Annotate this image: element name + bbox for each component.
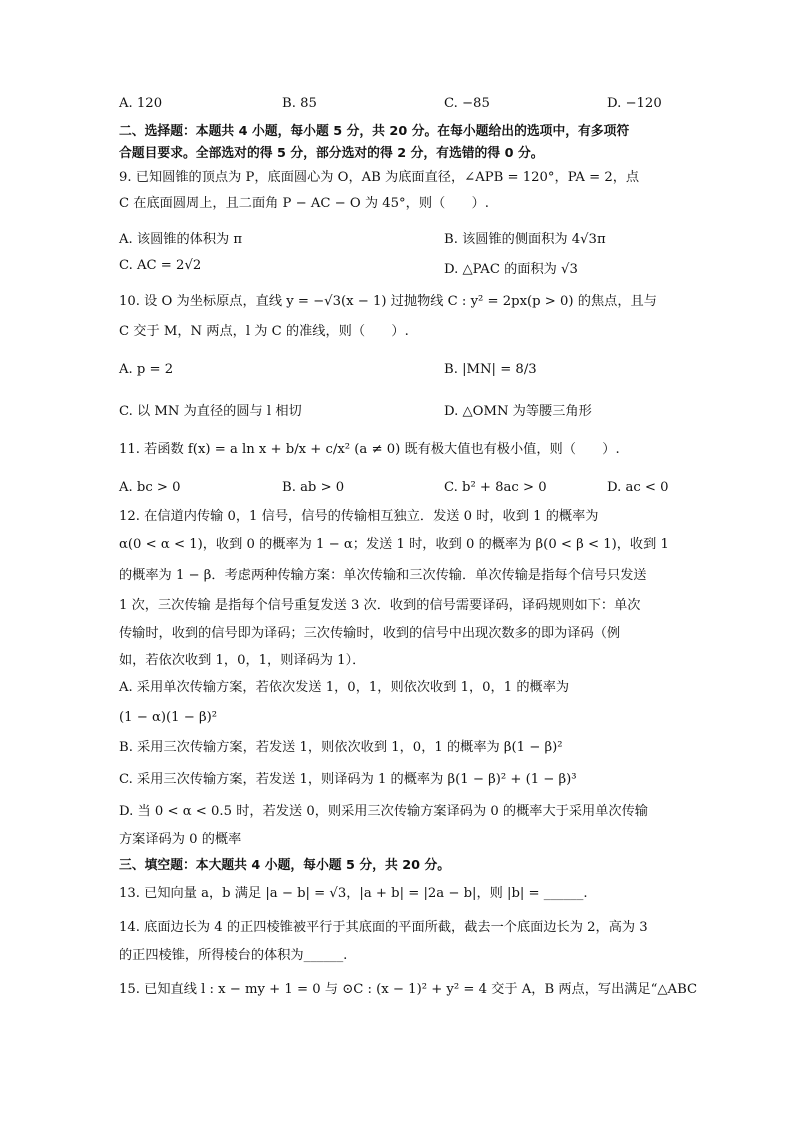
q12-option-a-line1: A. 采用单次传输方案，若依次发送 1，0，1，则依次收到 1，0，1 的概率为: [119, 680, 570, 695]
section2-heading-line2: 合题目要求。全部选对的得 5 分，部分选对的得 2 分，有选错的得 0 分。: [119, 146, 544, 161]
q10-option-b: B. |MN| = 8/3: [444, 362, 537, 377]
q8-option-d: D. −120: [607, 96, 662, 111]
q9-option-c: C. AC = 2√2: [119, 258, 202, 273]
q11-stem: 11. 若函数 f(x) = a ln x + b/x + c/x² (a ≠ 0) 既有极大值也有极小值，则（ ）.: [119, 442, 620, 457]
section2-heading-line1: 二、选择题：本题共 4 小题，每小题 5 分，共 20 分。在每小题给出的选项中，有多项符: [119, 124, 630, 139]
q13-stem: 13. 已知向量 a，b 满足 |a − b| = √3，|a + b| = |2a − b|，则 |b| = ______.: [119, 886, 588, 901]
q12-stem-line5: 传输时，收到的信号即为译码；三次传输时，收到的信号中出现次数多的即为译码（例: [119, 626, 621, 641]
q9-option-b: B. 该圆锥的侧面积为 4√3π: [444, 232, 606, 247]
q9-option-a: A. 该圆锥的体积为 π: [119, 232, 243, 247]
q11-option-b: B. ab > 0: [282, 480, 345, 495]
q12-stem-line6: 如，若依次收到 1，0，1，则译码为 1）．: [119, 653, 366, 668]
q12-option-c: C. 采用三次传输方案，若发送 1，则译码为 1 的概率为 β(1 − β)² + (1 − β)³: [119, 772, 577, 787]
q12-option-b: B. 采用三次传输方案，若发送 1，则依次收到 1，0，1 的概率为 β(1 − β)²: [119, 740, 563, 755]
q12-option-a-line2: (1 − α)(1 − β)²: [119, 710, 218, 725]
section3-heading: 三、填空题：本大题共 4 小题，每小题 5 分，共 20 分。: [119, 858, 451, 873]
q12-option-d-line1: D. 当 0 < α < 0.5 时，若发送 0，则采用三次传输方案译码为 0 的概率大于采用单次传输: [119, 804, 648, 819]
q12-stem-line4: 1 次，三次传输 是指每个信号重复发送 3 次．收到的信号需要译码，译码规则如下：单次: [119, 598, 641, 613]
q8-option-a: A. 120: [119, 96, 163, 111]
q10-stem-line2: C 交于 M，N 两点，l 为 C 的准线，则（ ）.: [119, 324, 409, 339]
q10-option-c: C. 以 MN 为直径的圆与 l 相切: [119, 404, 302, 419]
q12-stem-line3: 的概率为 1 − β．考虑两种传输方案：单次传输和三次传输．单次传输是指每个信号只发送: [119, 568, 647, 583]
q10-stem-line1: 10. 设 O 为坐标原点，直线 y = −√3(x − 1) 过抛物线 C : y² = 2px(p > 0) 的焦点，且与: [119, 294, 657, 309]
q9-stem-line1: 9. 已知圆锥的顶点为 P，底面圆心为 O，AB 为底面直径，∠APB = 120°，PA = 2，点: [119, 170, 640, 185]
q9-stem-line2: C 在底面圆周上，且二面角 P − AC − O 为 45°，则（ ）.: [119, 196, 489, 211]
q14-stem-line2: 的正四棱锥，所得棱台的体积为______.: [119, 948, 348, 963]
q11-option-c: C. b² + 8ac > 0: [444, 480, 547, 495]
q11-option-d: D. ac < 0: [607, 480, 669, 495]
q12-stem-line1: 12. 在信道内传输 0，1 信号，信号的传输相互独立．发送 0 时，收到 1 的概率为: [119, 509, 599, 524]
q10-option-a: A. p = 2: [119, 362, 174, 377]
q14-stem-line1: 14. 底面边长为 4 的正四棱锥被平行于其底面的平面所截，截去一个底面边长为 2，高为 3: [119, 920, 648, 935]
q12-option-d-line2: 方案译码为 0 的概率: [119, 832, 242, 847]
q9-option-d: D. △PAC 的面积为 √3: [444, 262, 578, 277]
q8-option-c: C. −85: [444, 96, 490, 111]
q11-option-a: A. bc > 0: [119, 480, 181, 495]
q10-option-d: D. △OMN 为等腰三角形: [444, 404, 592, 419]
q15-stem: 15. 已知直线 l : x − my + 1 = 0 与 ⊙C : (x − 1)² + y² = 4 交于 A，B 两点，写出满足“△ABC: [119, 982, 698, 997]
q12-stem-line2: α(0 < α < 1)，收到 0 的概率为 1 − α；发送 1 时，收到 0 的概率为 β(0 < β < 1)，收到 1: [119, 537, 669, 552]
q8-option-b: B. 85: [282, 96, 317, 111]
